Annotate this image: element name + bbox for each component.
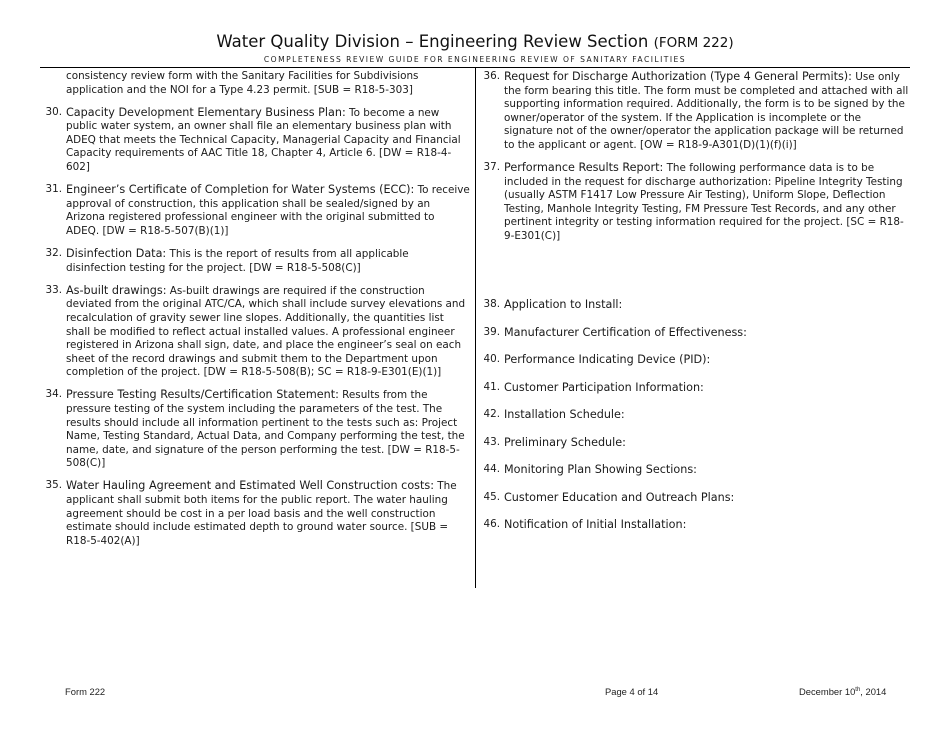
item-body: As-built drawings are required if the construction deviated from the original ATC/CA, which shall include survey elevations and recalculation of gravity sewer line slopes. Additionally, the quantities list shall be modified to reflect actual installed values. A professional engineer registered in Arizona shall sign, date, and place the engineer’s seal on each sheet of the record drawings and submit them to the Department upon completion of the project. [DW = R18-5-508(B); SC = R18-9-E301(E)(1)] [66,284,466,379]
item-title: Disinfection Data: [66,247,167,261]
item-body: To become a new public water system, an owner shall file an elementary business plan with ADEQ that meets the Technical Capacity, Managerial Capacity and Financial Capacity requirements of AAC Title 18, Chapter 4, Article 6. [DW = R18-4-602] [66,106,461,174]
item-title: Customer Participation Information: [504,380,704,394]
footer-date-year: , 2014 [860,686,887,697]
item-body: Results from the pressure testing of the system including the parameters of the test. The results should include all information pertinent to the tests such as: Project Name, Testing Standard, Actual Data, and Company performing the test, the name, date, and signature of the person performing the test. [DW = R18-5-508(C)] [66,389,465,470]
item-number: 38. [483,298,500,311]
item-45 [478,491,912,506]
item-number: 43. [483,435,500,448]
item-title: Engineer’s Certificate of Completion for Water Systems (ECC): [66,183,415,197]
item-title: Manufacturer Certification of Effectiveness: [504,325,747,339]
item-body: The applicant shall submit both items for the public report. The water hauling agreement should be cost in a per load basis and the well construction estimate should include estimated depth to ground water source. [SUB = R18-5-402(A)] [66,480,457,547]
item-42 [478,408,912,423]
item-title: Preliminary Schedule: [504,435,626,449]
column-divider [475,68,476,588]
item-number: 44. [483,463,500,476]
item-number: 32. [45,247,62,260]
item-title: Application to Install: [504,298,623,312]
item-title: Pressure Testing Results/Certification Statement: [66,388,339,402]
item-30 [40,106,470,175]
item-number: 42. [483,408,500,421]
item-44 [478,463,912,478]
item-41 [478,381,912,396]
item-number: 30. [45,105,62,118]
item-number: 37. [483,161,500,174]
item-title: Monitoring Plan Showing Sections: [504,463,697,477]
item-40 [478,353,912,368]
item-body: The following performance data is to be included in the request for discharge authorization: Pipeline Integrity Testing (usually ASTM F1417 Low Pressure Air Testing), Uniform Slope, Deflection Testing, Manhole Integrity Testing, FM Pressure Test Records, and any other pertinent integrity or testing information required for the project. [SC = R18-9-E301(C)] [504,162,904,243]
item-title: Customer Education and Outreach Plans: [504,490,735,504]
item-43 [478,436,912,451]
form-tag: (FORM 222) [653,35,734,51]
item-34 [40,388,470,471]
item-body: Use only the form bearing this title. The form must be completed and attached with all supporting information required. Additionally, the form is to be signed by the owner/operator of the system. If the Application is incomplete or the signature not of the owner/operator the application package will be returned to the applicant or agent. [OW = R18-9-A301(D)(1)(f)(i)] [504,71,909,151]
item-title: Capacity Development Elementary Business Plan: [66,105,346,119]
item-number: 40. [483,353,500,366]
item-number: 34. [45,388,62,401]
item-32 [40,247,470,275]
item-number: 45. [483,490,500,503]
item-number: 46. [483,518,500,530]
footer-date-prefix: December 10 [799,686,856,697]
footer-date-suffix-ordinal: th [855,686,861,693]
page-subtitle: COMPLETENESS REVIEW GUIDE FOR ENGINEERING REVIEW OF SANITARY FACILITIES [263,55,687,64]
item-46 [478,518,912,533]
left-column [40,70,470,557]
item-title: Performance Results Report: [504,161,664,175]
item-title: Performance Indicating Device (PID): [504,353,711,367]
item-number: 36. [483,70,500,82]
item-title: Water Hauling Agreement and Estimated Well Construction costs: [66,479,434,493]
item-35 [40,479,470,548]
item-body: This is the report of results from all applicable disinfection testing for the project. [DW = R18-5-508(C)] [66,248,409,274]
footer-date [799,686,886,697]
item-39 [478,326,912,341]
page-title [0,32,950,51]
item-body: To receive approval of construction, this application shall be sealed/signed by an Arizona registered professional engineer with the original submitted to ADEQ. [DW = R18-5-507(B)(1)] [66,184,470,237]
right-column [478,70,912,545]
page-title-text: Water Quality Division – Engineering Review Section [216,32,649,51]
item-number: 33. [45,283,62,296]
item-36 [478,70,912,153]
item-37 [478,161,912,244]
item-title: Installation Schedule: [504,408,625,422]
item-number: 31. [45,183,62,196]
item-title: As-built drawings: [66,283,167,297]
item-33 [40,284,470,380]
item-number: 41. [483,380,500,393]
item-38 [478,298,912,313]
item-number: 35. [45,479,62,492]
item-number: 39. [483,325,500,338]
item-title: Request for Discharge Authorization (Type 4 General Permits): [504,70,852,83]
item-31 [40,183,470,238]
item-title: Notification of Initial Installation: [504,518,687,531]
item-29-continuation: consistency review form with the Sanitary Facilities for Subdivisions application and the NOI for a Type 4.23 permit. [SUB = R18-5-303] [66,70,419,96]
footer-page-number: Page 4 of 14 [605,686,659,697]
footer-form-label: Form 222 [65,686,106,697]
blank-space [478,252,912,298]
